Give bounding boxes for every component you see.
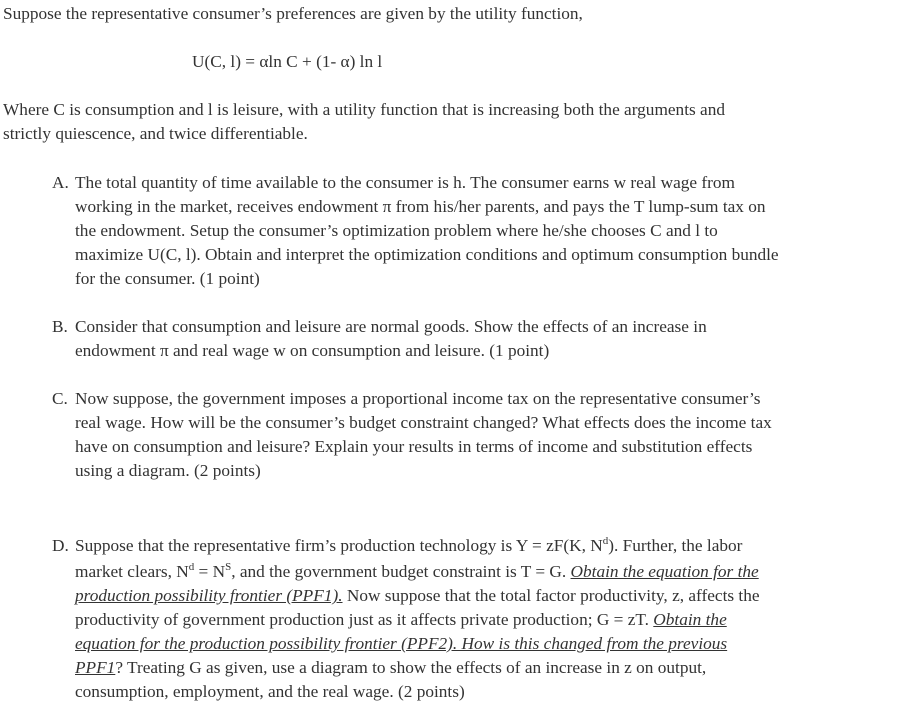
part-d-text [75, 586, 760, 605]
underlined-text: production possibility frontier (PPF1). [75, 586, 343, 605]
part-d-text-b: = N [194, 562, 226, 581]
part-d-line-5 [75, 632, 914, 656]
part-d-text-b: Now suppose that the total factor productivity, z, affects the [342, 586, 760, 605]
intro-where-text-1: Where C is consumption and l is leisure, with a utility function that is increasing both the arguments and [3, 100, 725, 119]
part-a-label: A. [52, 173, 69, 192]
part-b-line-1 [75, 315, 914, 339]
part-c-line-4: using a diagram. (2 points) [75, 461, 261, 480]
intro-where-line-2: strictly quiescence, and twice differentiable. [3, 124, 308, 143]
part-c-text: Now suppose, the government imposes a proportional income tax on the representative consumer’s [75, 389, 761, 408]
utility-formula: U(C, l) = αln C + (1- α) ln l [192, 52, 383, 71]
part-a-line-2 [75, 195, 914, 219]
part-c-text: real wage. How will be the consumer’s budget constraint changed? What effects does the income tax [75, 413, 772, 432]
part-b-text: Consider that consumption and leisure are normal goods. Show the effects of an increase in [75, 317, 707, 336]
part-d-text-b: ? Treating G as given, use a diagram to show the effects of an increase in z on output, [115, 658, 707, 677]
underlined-text: Obtain the [653, 610, 727, 629]
underlined-text: PPF1 [75, 658, 116, 677]
part-d-line-7: consumption, employment, and the real wage. (2 points) [75, 682, 465, 701]
part-a-text: The total quantity of time available to the consumer is h. The consumer earns w real wage from [75, 173, 735, 192]
part-b-line-2: endowment π and real wage w on consumption and leisure. (1 point) [75, 341, 550, 360]
part-d-text [75, 658, 706, 677]
intro-where-line-1 [3, 98, 913, 122]
part-d-text-b: ). Further, the labor [608, 536, 743, 555]
part-d-line-1 [75, 534, 914, 558]
superscript-d: d [188, 561, 195, 573]
part-b-label: B. [52, 317, 68, 336]
part-c-line-3 [75, 435, 914, 459]
part-d-label: D. [52, 536, 69, 555]
part-a-text: the endowment. Setup the consumer’s optimization problem where he/she chooses C and l to [75, 221, 718, 240]
part-c-text: have on consumption and leisure? Explain your results in terms of income and substitution effects [75, 437, 753, 456]
part-c-line-2 [75, 411, 914, 435]
part-d-text-a: market clears, N [75, 562, 189, 581]
part-a-text: working in the market, receives endowment π from his/her parents, and pays the T lump-sum tax on [75, 197, 766, 216]
part-d-text [75, 610, 727, 629]
part-d-line-6 [75, 656, 914, 680]
part-a-line-3 [75, 219, 914, 243]
part-a-line-4 [75, 243, 914, 267]
part-d-line-4 [75, 608, 914, 632]
part-d-text [75, 536, 742, 555]
part-a-line-5: for the consumer. (1 point) [75, 269, 260, 288]
part-d-text-c: , and the government budget constraint is T = G. [231, 562, 571, 581]
part-c-label: C. [52, 389, 68, 408]
underlined-text: Obtain the equation for the [570, 562, 759, 581]
intro-line: Suppose the representative consumer’s preferences are given by the utility function, [3, 4, 583, 23]
superscript-d: d [602, 535, 609, 547]
part-d-line-3 [75, 584, 914, 608]
part-d-text-a: Suppose that the representative firm’s production technology is Y = zF(K, N [75, 536, 603, 555]
part-c-line-1 [75, 387, 914, 411]
part-d-text-a: productivity of government production just as it affects private production; G = zT. [75, 610, 654, 629]
part-d-line-2 [75, 560, 914, 584]
part-a-text: maximize U(C, l). Obtain and interpret the optimization conditions and optimum consumption bundle [75, 245, 779, 264]
part-d-text [75, 562, 759, 581]
underlined-text: equation for the production possibility frontier (PPF2). How is this changed from the previous [75, 634, 728, 653]
superscript-s: S [225, 561, 232, 573]
part-a-line-1 [75, 171, 914, 195]
